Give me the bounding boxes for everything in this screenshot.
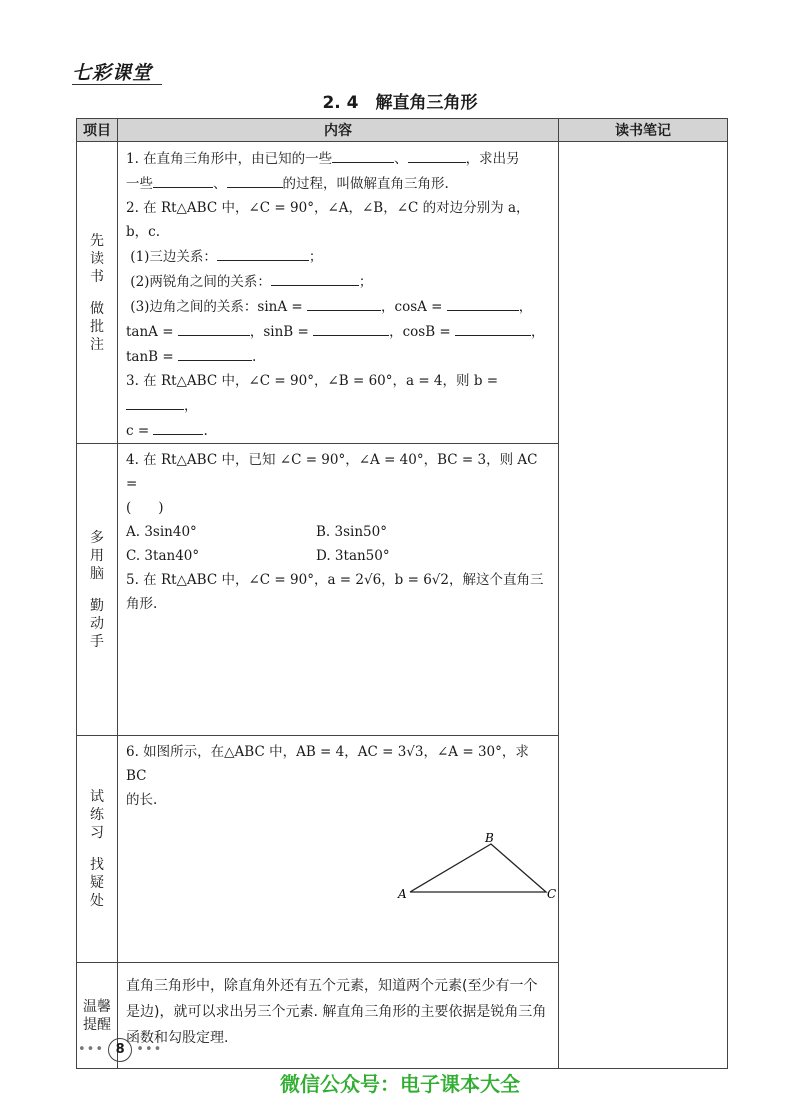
choice-b: B. 3sin50° xyxy=(316,524,387,540)
question-4: 4. 在 Rt△ABC 中，已知 ∠C = 90°，∠A = 40°，BC = 3，则 AC = xyxy=(126,452,538,492)
question-3: 3. 在 Rt△ABC 中，∠C = 90°，∠B = 60°，a = 4，则 b = ， xyxy=(126,373,499,414)
section-tip-label: 温馨提醒 xyxy=(77,963,118,1069)
choice-c: C. 3tan40° xyxy=(126,548,200,564)
point-b-label: B xyxy=(485,832,494,845)
notes-area[interactable] xyxy=(559,142,728,1069)
question-1: 1. 在直角三角形中，由已知的一些 、 ，求出另 xyxy=(126,146,550,171)
tip-text: 直角三角形中，除直角外还有五个元素，知道两个元素(至少有一个是边)，就可以求出另三个元素. 解直角三角形的主要依据是锐角三角函数和勾股定理. xyxy=(118,963,559,1069)
choice-d: D. 3tan50° xyxy=(316,548,390,564)
lesson-table xyxy=(76,118,728,1069)
header-content: 内容 xyxy=(118,119,559,142)
point-a-label: A xyxy=(398,887,407,901)
triangle-figure xyxy=(126,812,556,932)
brand-logo: 七彩课堂 xyxy=(72,62,153,84)
header-notes: 读书笔记 xyxy=(559,119,728,142)
section-try-label: 试练习 找疑处 xyxy=(77,736,118,963)
brand-underline xyxy=(72,84,162,85)
section-read-content: 1. 在直角三角形中，由已知的一些 、 ，求出另 一些 、 的过程，叫做解直角三角形. 2. 在 Rt△ABC 中，∠C = 90°，∠A，∠B，∠C 的对边分别为 a，b，c. (1)三边关系： ； (2)两锐角之间的关系： ； (3)边角之间的关系：sinA = ，cosA = ， tanA = ，sinB = ，cosB = ， tanB = . 3. 在 Rt△ABC 中，∠C = 90°，∠B = 60°，a = 4，则 b = ， c = . xyxy=(118,142,559,444)
question-6: 6. 如图所示，在△ABC 中，AB = 4，AC = 3√3，∠A = 30°，求 BC xyxy=(126,744,529,784)
footer-watermark: 微信公众号：电子课本大全 xyxy=(280,1072,520,1096)
section-read xyxy=(77,142,728,444)
choice-a: A. 3sin40° xyxy=(126,524,197,540)
page-number: ••• 8 ••• xyxy=(78,1038,162,1062)
page-title: 2. 4 解直角三角形 xyxy=(322,93,478,113)
section-practice-label: 多用脑 勤动手 xyxy=(77,444,118,736)
choices xyxy=(126,520,550,568)
section-try-content: 6. 如图所示，在△ABC 中，AB = 4，AC = 3√3，∠A = 30°，求 BC 的长. A B C xyxy=(118,736,559,963)
question-5: 5. 在 Rt△ABC 中，∠C = 90°，a = 2√6，b = 6√2，解这个直角三 xyxy=(126,572,544,588)
question-2: 2. 在 Rt△ABC 中，∠C = 90°，∠A，∠B，∠C 的对边分别为 a，b，c. xyxy=(126,200,530,240)
section-read-label: 先读书 做批注 xyxy=(77,142,118,444)
point-c-label: C xyxy=(547,887,556,901)
triangle-abc xyxy=(410,844,546,892)
section-practice-content: 4. 在 Rt△ABC 中，已知 ∠C = 90°，∠A = 40°，BC = 3，则 AC = ( ) A. 3sin40° B. 3sin50° C. 3tan40° D. 3tan50° 5. 在 Rt△ABC 中，∠C = 90°，a = 2√6，b = 6√2，解这个直角三 角形. xyxy=(118,444,559,736)
header-item: 项目 xyxy=(77,119,118,142)
